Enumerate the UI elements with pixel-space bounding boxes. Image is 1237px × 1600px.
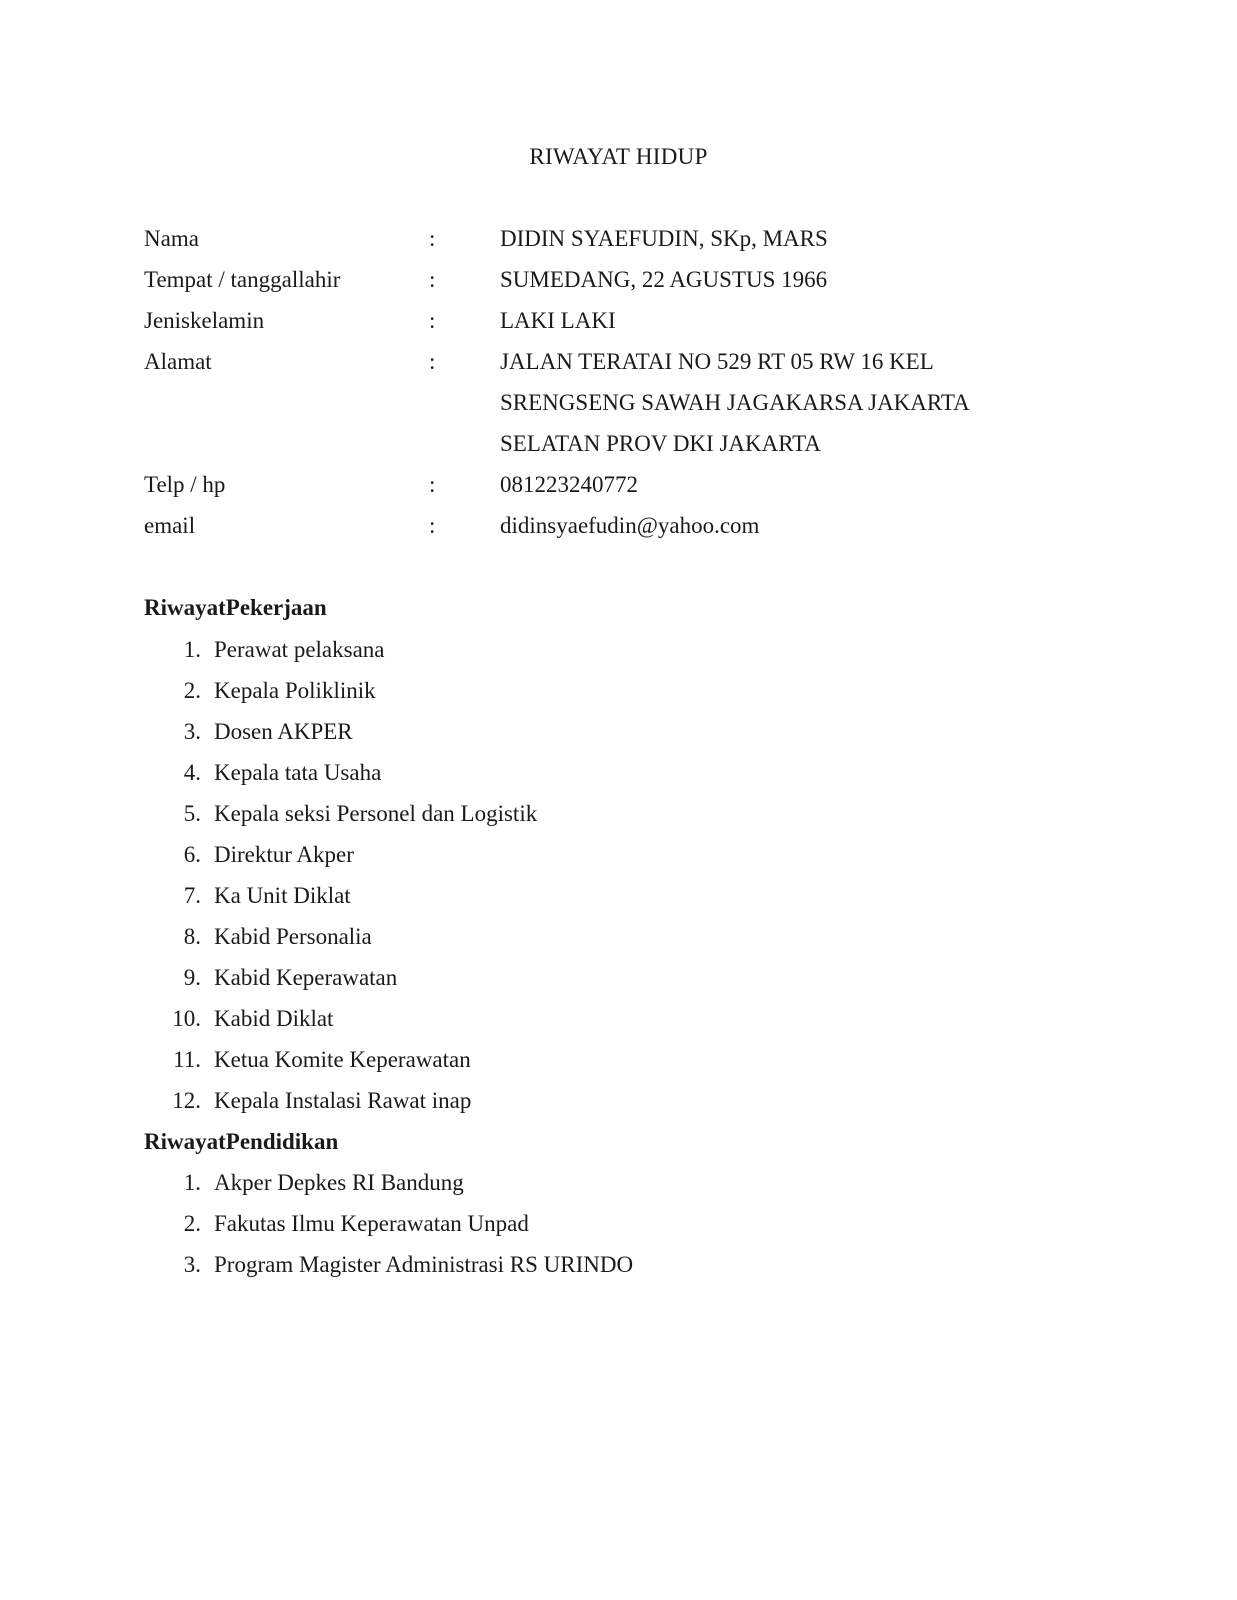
list-number: 3. (183, 719, 201, 744)
list-number: 12. (172, 1088, 201, 1113)
list-text: Kepala Poliklinik (214, 678, 376, 703)
info-colon: : (429, 472, 436, 497)
info-label: Jeniskelamin (144, 308, 265, 333)
info-value: SUMEDANG, 22 AGUSTUS 1966 (500, 267, 828, 292)
list-text: Dosen AKPER (214, 719, 353, 744)
list-text: Kepala seksi Personel dan Logistik (214, 801, 538, 826)
document-title: RIWAYAT HIDUP (529, 144, 708, 169)
info-label: Tempat / tanggallahir (144, 267, 341, 292)
info-row-email (144, 512, 1044, 553)
address-line: SRENGSENG SAWAH JAGAKARSA JAKARTA (500, 390, 970, 415)
info-label: Telp / hp (144, 472, 226, 497)
info-colon: : (429, 308, 436, 333)
list-number: 11. (173, 1047, 201, 1072)
list-text: Direktur Akper (214, 842, 354, 867)
info-colon: : (429, 267, 436, 292)
info-row-alamat (144, 348, 1044, 471)
list-number: 2. (183, 1211, 201, 1236)
info-value: DIDIN SYAEFUDIN, SKp, MARS (500, 226, 828, 251)
list-number: 1. (183, 1170, 201, 1195)
info-row-tempat-tanggal-lahir (144, 266, 1044, 307)
list-number: 8. (183, 924, 201, 949)
list-text: Kabid Keperawatan (214, 965, 398, 990)
list-number: 2. (183, 678, 201, 703)
list-number: 4. (183, 760, 201, 785)
info-row-telp (144, 471, 1044, 512)
info-colon: : (429, 226, 436, 251)
info-value: LAKI LAKI (500, 308, 616, 333)
address-line: SELATAN PROV DKI JAKARTA (500, 431, 822, 456)
list-number: 7. (183, 883, 201, 908)
list-number: 9. (183, 965, 201, 990)
personal-info-table (144, 225, 1044, 553)
info-colon: : (429, 349, 436, 374)
info-colon: : (429, 513, 436, 538)
info-value: 081223240772 (500, 472, 638, 497)
list-text: Akper Depkes RI Bandung (214, 1170, 464, 1195)
list-text: Perawat pelaksana (214, 637, 385, 662)
list-text: Fakutas Ilmu Keperawatan Unpad (214, 1211, 529, 1236)
info-label: Nama (144, 226, 199, 251)
list-text: Ka Unit Diklat (214, 883, 351, 908)
info-row-nama (144, 225, 1044, 266)
info-row-jenis-kelamin (144, 307, 1044, 348)
list-text: Program Magister Administrasi RS URINDO (214, 1252, 634, 1277)
list-text: Kabid Diklat (214, 1006, 334, 1031)
list-text: Ketua Komite Keperawatan (214, 1047, 471, 1072)
list-text: Kepala tata Usaha (214, 760, 382, 785)
info-value: didinsyaefudin@yahoo.com (500, 513, 760, 538)
education-history-heading: RiwayatPendidikan (144, 1129, 339, 1154)
work-history-heading: RiwayatPekerjaan (144, 595, 327, 620)
info-label: Alamat (144, 349, 212, 374)
address-value (500, 348, 970, 471)
list-number: 5. (183, 801, 201, 826)
info-label: email (144, 513, 196, 538)
list-number: 6. (183, 842, 201, 867)
list-text: Kabid Personalia (214, 924, 372, 949)
list-number: 3. (183, 1252, 201, 1277)
list-number: 1. (183, 637, 201, 662)
list-number: 10. (172, 1006, 201, 1031)
address-line: JALAN TERATAI NO 529 RT 05 RW 16 KEL (500, 349, 934, 374)
list-text: Kepala Instalasi Rawat inap (214, 1088, 472, 1113)
